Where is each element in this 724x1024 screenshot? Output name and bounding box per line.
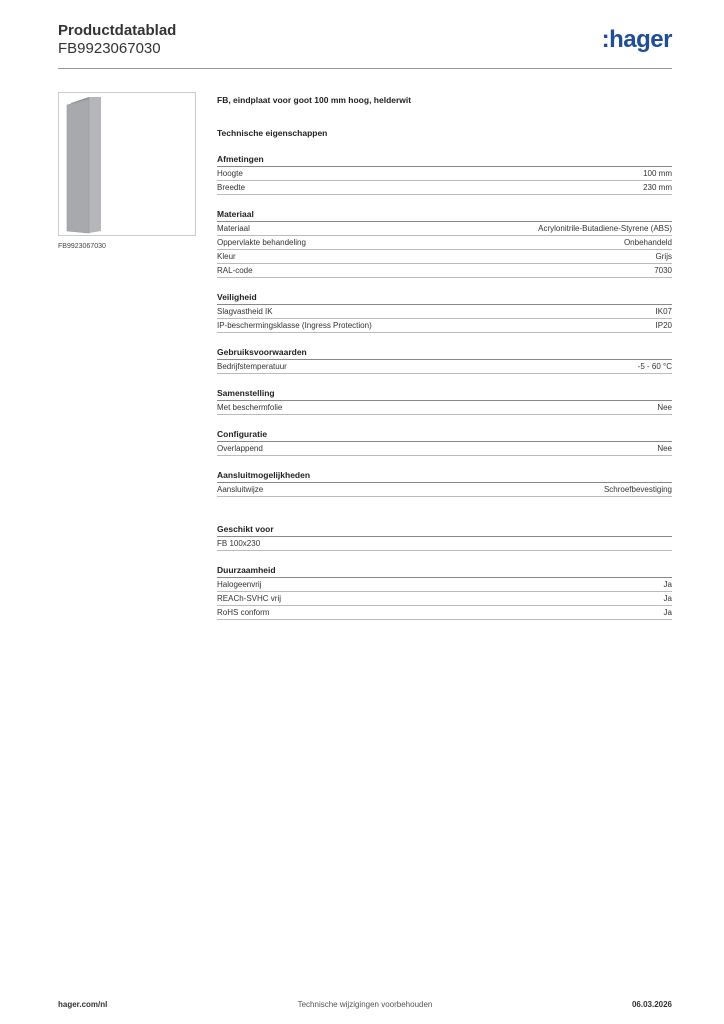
spec-label: Oppervlakte behandeling (217, 238, 306, 247)
logo-prefix: : (601, 26, 610, 53)
logo-text: hager (609, 26, 672, 53)
section-title: Samenstelling (217, 387, 672, 401)
section-title: Gebruiksvoorwaarden (217, 346, 672, 360)
spec-row (217, 250, 672, 264)
spec-label: RoHS conform (217, 608, 270, 617)
section-title: Materiaal (217, 208, 672, 222)
spec-row (217, 319, 672, 333)
spec-label: Hoogte (217, 169, 243, 178)
section-title: Aansluitmogelijkheden (217, 469, 672, 483)
product-code: FB9923067030 (58, 40, 161, 57)
spec-value: Onbehandeld (623, 238, 672, 247)
spec-row (217, 222, 672, 236)
footer-notice: Technische wijzigingen voorbehouden (297, 1000, 433, 1009)
section-title: Configuratie (217, 428, 672, 442)
spec-value: Ja (663, 608, 672, 617)
spec-label: Overlappend (217, 444, 263, 453)
spec-value: IP20 (655, 321, 672, 330)
spec-label: Breedte (217, 183, 246, 192)
spec-label: Aansluitwijze (217, 485, 264, 494)
spec-section (217, 153, 672, 195)
spec-section (217, 387, 672, 415)
spec-row (217, 305, 672, 319)
spec-section (217, 346, 672, 374)
hager-logo (602, 26, 672, 54)
page-title: Productdatablad (58, 22, 177, 39)
spec-value: 100 mm (643, 169, 672, 178)
section-title: Duurzaamheid (217, 564, 672, 578)
spec-value: Schroefbevestiging (603, 485, 672, 494)
spec-label: Slagvastheid IK (217, 307, 273, 316)
spec-value: 230 mm (643, 183, 672, 192)
spec-label: Halogeenvrij (217, 580, 262, 589)
section-title: Afmetingen (217, 153, 672, 167)
spec-label: FB 100x230 (217, 539, 261, 548)
spec-section (217, 428, 672, 456)
spec-row (217, 181, 672, 195)
spec-row (217, 442, 672, 456)
spec-value: Nee (657, 444, 672, 453)
section-title: Geschikt voor (217, 523, 672, 537)
spec-row (217, 236, 672, 250)
spec-value: Ja (663, 594, 672, 603)
spec-section (217, 291, 672, 333)
spec-section (217, 564, 672, 620)
spec-row (217, 537, 672, 551)
image-caption: FB9923067030 (58, 243, 106, 250)
spec-label: Kleur (217, 252, 236, 261)
spec-row (217, 606, 672, 620)
spec-label: Bedrijfstemperatuur (217, 362, 287, 371)
spec-row (217, 592, 672, 606)
spec-section (217, 469, 672, 497)
footer-date: 06.03.2026 (631, 1000, 672, 1009)
spec-value: -5 - 60 °C (637, 362, 672, 371)
section-title: Veiligheid (217, 291, 672, 305)
spec-label: REACh-SVHC vrij (217, 594, 282, 603)
product-image (58, 92, 196, 236)
spec-value: IK07 (655, 307, 672, 316)
spec-value: Ja (663, 580, 672, 589)
spec-row (217, 578, 672, 592)
spec-value: 7030 (654, 266, 672, 275)
footer-website: hager.com/nl (58, 1000, 108, 1009)
spec-row (217, 483, 672, 497)
spec-label: Met beschermfolie (217, 403, 283, 412)
spec-section (217, 523, 672, 551)
specifications (217, 95, 672, 620)
tech-heading: Technische eigenschappen (217, 128, 328, 138)
spec-label: IP-beschermingsklasse (Ingress Protection) (217, 321, 372, 330)
header-divider (58, 68, 672, 69)
spec-value: Nee (657, 403, 672, 412)
spec-row (217, 264, 672, 278)
product-description: FB, eindplaat voor goot 100 mm hoog, helderwit (217, 95, 412, 105)
spec-sections (217, 153, 672, 620)
spec-label: RAL-code (217, 266, 253, 275)
spec-value: Grijs (655, 252, 672, 261)
spec-row (217, 360, 672, 374)
end-plate-icon (59, 93, 197, 237)
spec-value: Acrylonitrile-Butadiene-Styrene (ABS) (538, 224, 672, 233)
spec-label: Materiaal (217, 224, 250, 233)
page-header (58, 22, 176, 58)
spec-section (217, 208, 672, 278)
spec-row (217, 167, 672, 181)
spec-row (217, 401, 672, 415)
